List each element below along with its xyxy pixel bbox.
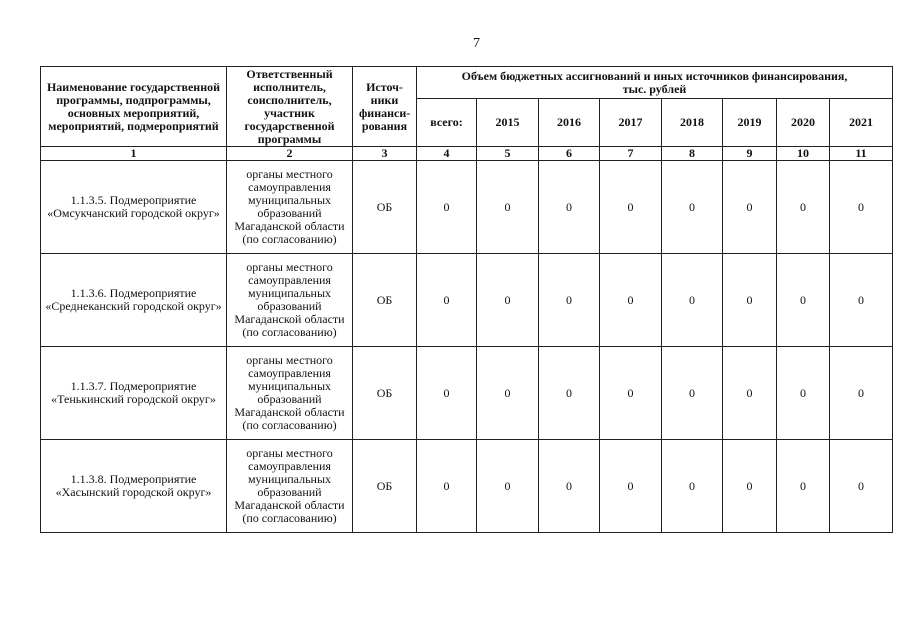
table-row xyxy=(41,254,893,347)
header-year: 2016 xyxy=(539,99,600,147)
row-value-2021: 0 xyxy=(830,440,893,533)
row-value-2020: 0 xyxy=(777,440,830,533)
row-value-2018: 0 xyxy=(662,440,723,533)
row-value-2015: 0 xyxy=(477,161,539,254)
row-value-2020: 0 xyxy=(777,347,830,440)
column-number: 8 xyxy=(662,147,723,161)
row-name: 1.1.3.6. Подмероприятие «Среднеканский городской округ» xyxy=(41,254,227,347)
row-value-2017: 0 xyxy=(600,347,662,440)
row-value-2019: 0 xyxy=(723,440,777,533)
header-year: 2018 xyxy=(662,99,723,147)
row-source: ОБ xyxy=(353,347,417,440)
column-number: 6 xyxy=(539,147,600,161)
header-responsible: Ответственный исполнитель, соисполнитель, участник государственной программы xyxy=(227,67,353,147)
page-number: 7 xyxy=(473,36,480,51)
column-number: 3 xyxy=(353,147,417,161)
row-source: ОБ xyxy=(353,254,417,347)
column-number: 9 xyxy=(723,147,777,161)
row-value-2016: 0 xyxy=(539,161,600,254)
header-source: Источ- ники финанси- рования xyxy=(353,67,417,147)
row-value-2018: 0 xyxy=(662,254,723,347)
row-name: 1.1.3.8. Подмероприятие «Хасынский городской округ» xyxy=(41,440,227,533)
row-value-2021: 0 xyxy=(830,161,893,254)
column-number: 4 xyxy=(417,147,477,161)
row-name: 1.1.3.7. Подмероприятие «Тенькинский городской округ» xyxy=(41,347,227,440)
column-numbers-row xyxy=(41,147,893,161)
column-number: 1 xyxy=(41,147,227,161)
row-value-2020: 0 xyxy=(777,161,830,254)
column-number: 5 xyxy=(477,147,539,161)
row-responsible: органы местного самоуправления муниципальных образований Магаданской области (по согласованию) xyxy=(227,440,353,533)
row-value-total: 0 xyxy=(417,254,477,347)
table-row xyxy=(41,347,893,440)
header-total: всего: xyxy=(417,99,477,147)
row-source: ОБ xyxy=(353,440,417,533)
header-year: 2019 xyxy=(723,99,777,147)
header-year: 2020 xyxy=(777,99,830,147)
row-responsible: органы местного самоуправления муниципальных образований Магаданской области (по согласованию) xyxy=(227,347,353,440)
row-value-2019: 0 xyxy=(723,347,777,440)
row-value-2015: 0 xyxy=(477,440,539,533)
header-name: Наименование государственной программы, подпрограммы, основных мероприятий, мероприятий, подмероприятий xyxy=(41,67,227,147)
table-row xyxy=(41,161,893,254)
row-value-2017: 0 xyxy=(600,440,662,533)
header-year: 2021 xyxy=(830,99,893,147)
financing-table xyxy=(40,66,893,533)
header-year: 2015 xyxy=(477,99,539,147)
column-number: 10 xyxy=(777,147,830,161)
row-value-2021: 0 xyxy=(830,254,893,347)
column-number: 11 xyxy=(830,147,893,161)
row-value-total: 0 xyxy=(417,161,477,254)
row-value-2017: 0 xyxy=(600,161,662,254)
row-source: ОБ xyxy=(353,161,417,254)
column-number: 2 xyxy=(227,147,353,161)
header-year: 2017 xyxy=(600,99,662,147)
row-value-2018: 0 xyxy=(662,161,723,254)
row-value-total: 0 xyxy=(417,347,477,440)
row-value-2021: 0 xyxy=(830,347,893,440)
row-value-2017: 0 xyxy=(600,254,662,347)
column-number: 7 xyxy=(600,147,662,161)
row-value-2016: 0 xyxy=(539,254,600,347)
row-name: 1.1.3.5. Подмероприятие «Омсукчанский городской округ» xyxy=(41,161,227,254)
row-value-2019: 0 xyxy=(723,161,777,254)
row-responsible: органы местного самоуправления муниципальных образований Магаданской области (по согласованию) xyxy=(227,161,353,254)
table-row xyxy=(41,440,893,533)
row-value-2015: 0 xyxy=(477,347,539,440)
row-value-2015: 0 xyxy=(477,254,539,347)
row-value-2016: 0 xyxy=(539,347,600,440)
header-volume: Объем бюджетных ассигнований и иных источников финансирования, тыс. рублей xyxy=(417,67,893,99)
row-responsible: органы местного самоуправления муниципальных образований Магаданской области (по согласованию) xyxy=(227,254,353,347)
row-value-2016: 0 xyxy=(539,440,600,533)
row-value-2019: 0 xyxy=(723,254,777,347)
row-value-total: 0 xyxy=(417,440,477,533)
row-value-2018: 0 xyxy=(662,347,723,440)
row-value-2020: 0 xyxy=(777,254,830,347)
